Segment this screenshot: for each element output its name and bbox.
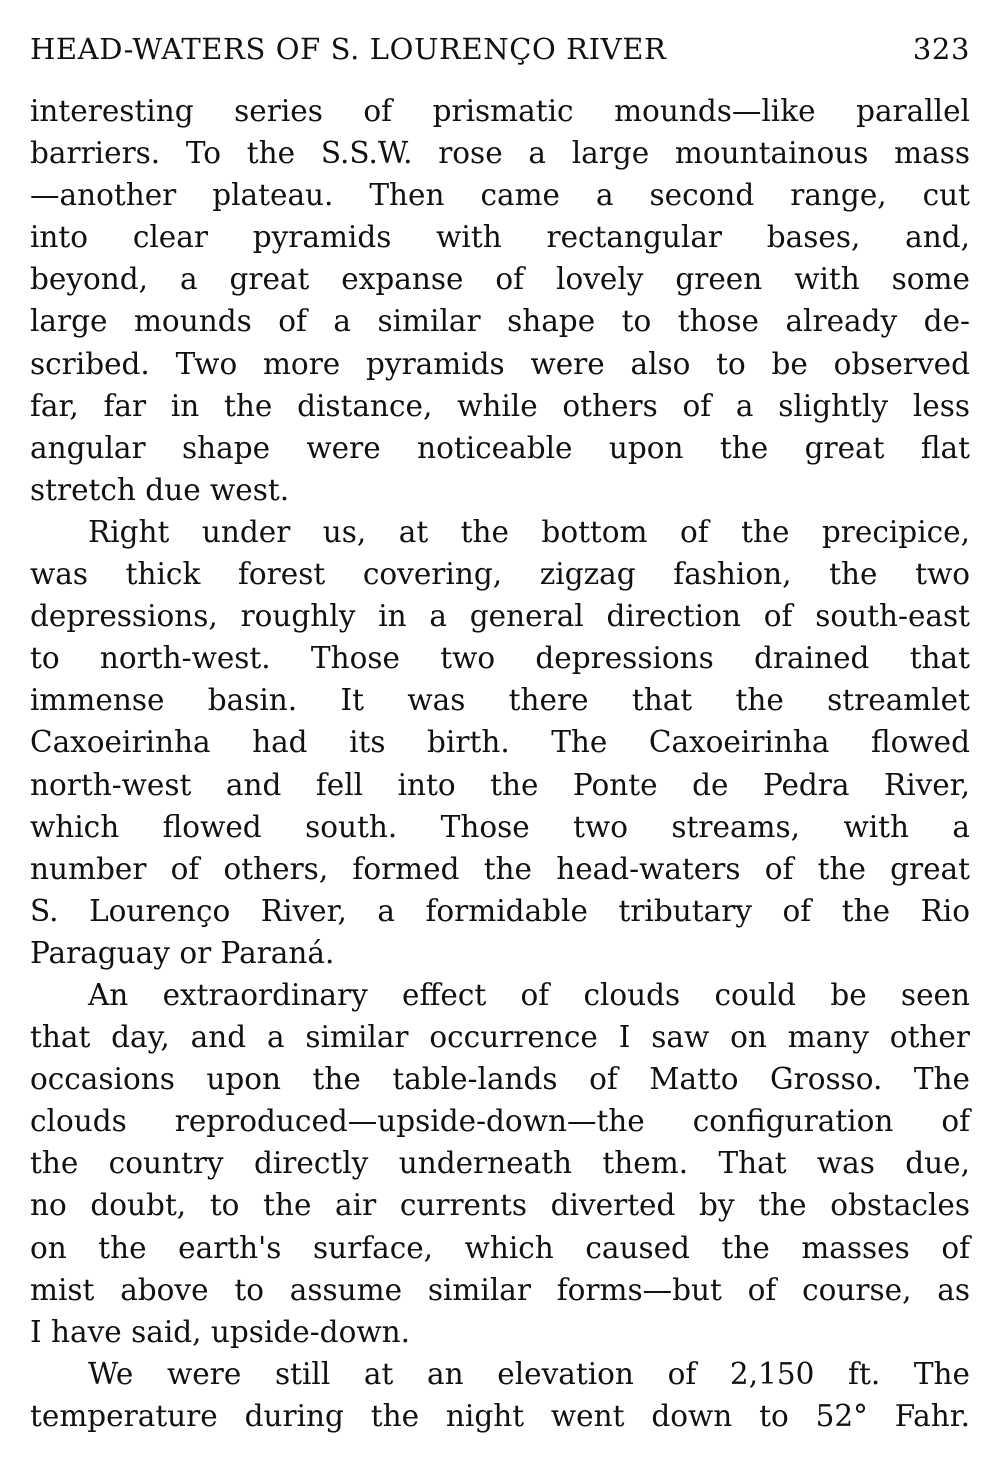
- text-line: depressions, roughly in a general direction of south-east: [30, 599, 970, 634]
- text-line: clouds reproduced—upside-down—the configuration of: [30, 1104, 970, 1139]
- text-line: S. Lourenço River, a formidable tributary of the Rio: [30, 893, 970, 928]
- book-page: [30, 32, 970, 1437]
- body-text: [30, 90, 970, 1437]
- text-line: to north-west. Those two depressions drained that: [30, 641, 970, 676]
- text-line: Caxoeirinha had its birth. The Caxoeirinha flowed: [30, 725, 970, 760]
- running-title: HEAD-WATERS OF S. LOURENÇO RIVER: [30, 32, 667, 66]
- text-line: number of others, formed the head-waters of the great: [30, 851, 970, 886]
- paragraph-first-line: We were still at an elevation of 2,150 ft. The: [88, 1356, 970, 1391]
- text-line: the country directly underneath them. That was due,: [30, 1146, 970, 1181]
- page-number: 323: [912, 32, 970, 66]
- text-line: that day, and a similar occurrence I saw on many other: [30, 1020, 970, 1055]
- text-line: into clear pyramids with rectangular bases, and,: [30, 220, 970, 255]
- running-head: [30, 32, 970, 90]
- text-line: occasions upon the table-lands of Matto Grosso. The: [30, 1062, 970, 1097]
- text-line: barriers. To the S.S.W. rose a large mountainous mass: [30, 136, 970, 171]
- text-line: mist above to assume similar forms—but of course, as: [30, 1272, 970, 1307]
- text-line: interesting series of prismatic mounds—like parallel: [30, 94, 970, 128]
- text-line: beyond, a great expanse of lovely green with some: [30, 262, 970, 297]
- text-line: on the earth's surface, which caused the masses of: [30, 1230, 970, 1265]
- text-line: immense basin. It was there that the streamlet: [30, 683, 970, 718]
- text-line: I have said, upside-down.: [30, 1314, 410, 1349]
- text-line: large mounds of a similar shape to those already de-: [30, 304, 970, 339]
- text-line: Paraguay or Paraná.: [30, 935, 335, 970]
- text-line: which flowed south. Those two streams, with a: [30, 809, 970, 844]
- text-line: far, far in the distance, while others of a slightly less: [30, 388, 970, 423]
- text-line: north-west and fell into the Ponte de Pedra River,: [30, 767, 970, 802]
- paragraph-first-line: Right under us, at the bottom of the precipice,: [88, 514, 970, 549]
- text-line: scribed. Two more pyramids were also to be observed: [30, 346, 970, 381]
- text-line: angular shape were noticeable upon the great flat: [30, 430, 970, 465]
- paragraph-first-line: An extraordinary effect of clouds could be seen: [88, 977, 970, 1012]
- text-line: was thick forest covering, zigzag fashion, the two: [30, 557, 970, 592]
- text-line: no doubt, to the air currents diverted by the obstacles: [30, 1188, 970, 1223]
- text-line: stretch due west.: [30, 472, 290, 507]
- text-line: temperature during the night went down to 52° Fahr.: [30, 1398, 970, 1433]
- text-line: —another plateau. Then came a second range, cut: [30, 178, 970, 213]
